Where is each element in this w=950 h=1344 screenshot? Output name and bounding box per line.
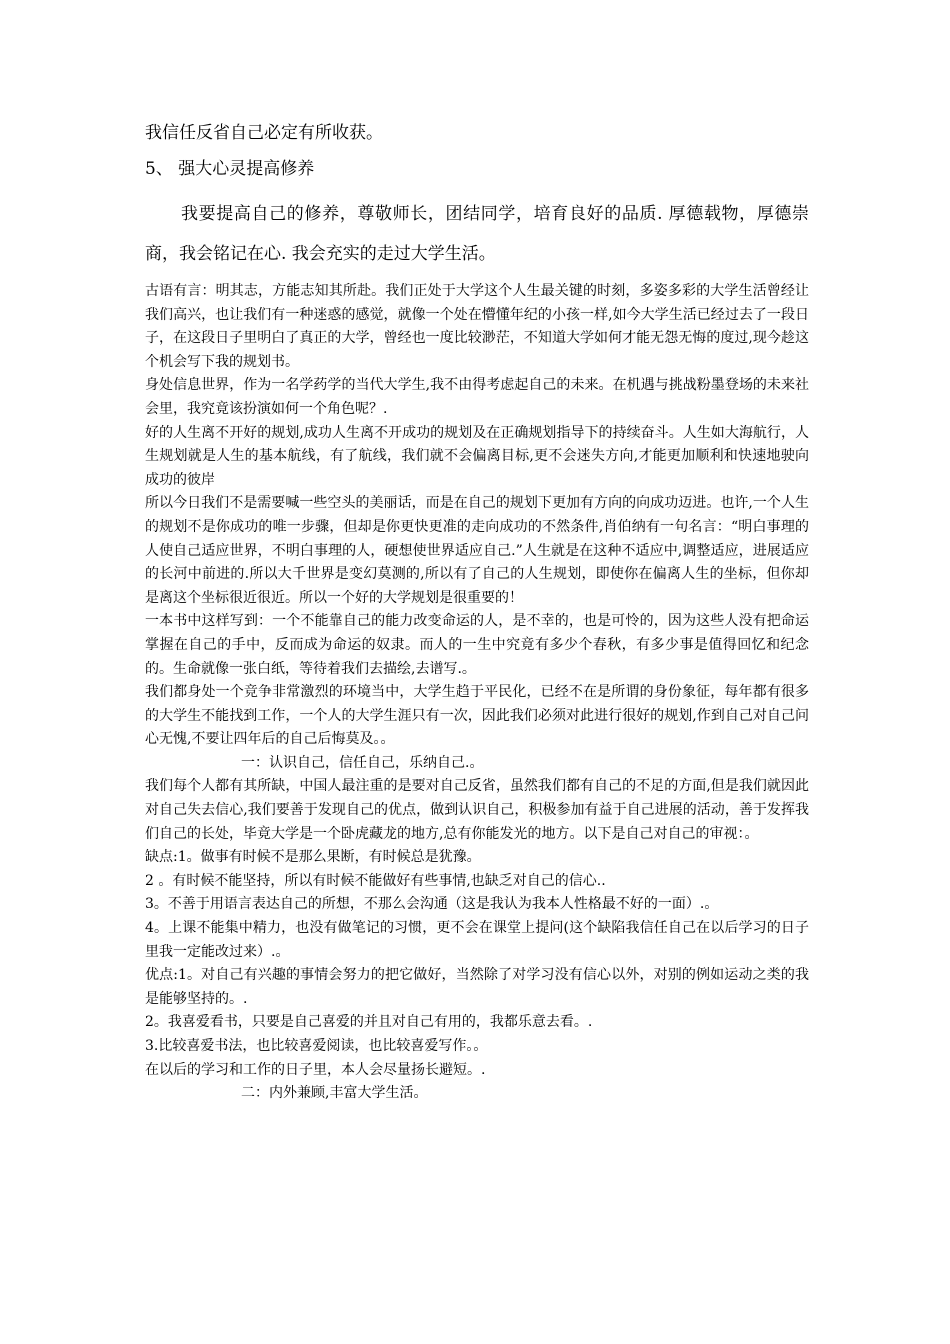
- paragraph: 一本书中这样写到：一个不能靠自己的能力改变命运的人，是不幸的，也是可怜的，因为这些人没有把命运掌握在自己的手中，反而成为命运的奴隶。而人的一生中究竟有多少个春秋，有多少事是值得回忆和纪念的。生命就像一张白纸，等待着我们去描绘,去谱写.。: [145, 613, 809, 677]
- list-item: 在以后的学习和工作的日子里，本人会尽量扬长避短。.: [145, 1061, 486, 1078]
- list-item: 3。不善于用语言表达自己的所想，不那么会沟通（这是我认为我本人性格最不好的一面）.。: [145, 896, 719, 913]
- section-1-title: 一：认识自己，信任自己，乐纳自己.。: [241, 754, 484, 771]
- document-page: [145, 122, 809, 1106]
- list-item: 2 。有时候不能坚持，所以有时候不能做好有些事情,也缺乏对自己的信心..: [145, 872, 606, 889]
- section-2-title: 二：内外兼顾,丰富大学生活。: [241, 1085, 428, 1102]
- list-item: 3.比较喜爱书法，也比较喜爱阅读，也比较喜爱写作。。: [145, 1038, 488, 1054]
- heading-5: 5、 强大心灵提高修养: [145, 159, 315, 179]
- paragraph: 我们都身处一个竞争非常激烈的环境当中，大学生趋于平民化，已经不在是所谓的身份象征，每年都有很多的大学生不能找到工作，一个人的大学生涯只有一次，因此我们必须对此进行很好的规划,作到自己对自己问心无愧,不要让四年后的自己后悔莫及。。: [145, 684, 809, 748]
- paragraph-5: 我要提高自己的修养，尊敬师长，团结同学，培育良好的品质. 厚德载物，厚德崇商，我会铭记在心. 我会充实的走过大学生活。: [145, 204, 809, 264]
- section-1-intro: 我们每个人都有其所缺，中国人最注重的是要对自己反省，虽然我们都有自己的不足的方面,但是我们就因此对自己失去信心,我们要善于发现自己的优点，做到认识自己，积极参加有益于自己进展的活动，善于发挥我们自己的长处，毕竟大学是一个卧虎藏龙的地方,总有你能发光的地方。以下是自己对自己的审视：。: [145, 778, 809, 842]
- paragraph: 身处信息世界，作为一名学药学的当代大学生,我不由得考虑起自己的未来。在机遇与挑战粉墨登场的未来社会里，我究竟该扮演如何一个角色呢？.: [145, 377, 809, 417]
- list-item: 4。上课不能集中精力，也没有做笔记的习惯，更不会在课堂上提问(这个缺陷我信任自己在以后学习的日子里我一定能改过来）.。: [145, 920, 809, 960]
- list-item: 2。我喜爱看书，只要是自己喜爱的并且对自己有用的，我都乐意去看。.: [145, 1014, 593, 1031]
- top-line: 我信任反省自己必定有所收获。: [145, 123, 383, 143]
- paragraph: 所以今日我们不是需要喊一些空头的美丽话，而是在自己的规划下更加有方向的向成功迈进。也许,一个人生的规划不是你成功的唯一步骤，但却是你更快更准的走向成功的不然条件,肖伯纳有一句名言：“明白事理的人使自己适应世界，不明白事理的人，硬想使世界适应自己.”人生就是在这种不适应中,调整适应，进展适应的长河中前进的.所以大千世界是变幻莫测的,所以有了自己的人生规划，即使你在偏离人生的坐标，但你却是离这个坐标很近很近。所以一个好的大学规划是很重要的！: [145, 495, 809, 606]
- paragraph: 古语有言：明其志，方能志知其所赴。我们正处于大学这个人生最关键的时刻，多姿多彩的大学生活曾经让我们高兴，也让我们有一种迷惑的感觉，就像一个处在懵懂年纪的小孩一样,如今大学生活已经过去了一段日子，在这段日子里明白了真正的大学，曾经也一度比较渺茫，不知道大学如何才能无怨无悔的度过,现今趁这个机会写下我的规划书。: [145, 283, 809, 370]
- paragraph: 好的人生离不开好的规划,成功人生离不开成功的规划及在正确规划指导下的持续奋斗。人生如大海航行，人生规划就是人生的基本航线，有了航线，我们就不会偏离目标,更不会迷失方向,才能更加顺利和快速地驶向成功的彼岸: [145, 424, 809, 488]
- list-item: 优点:1。对自己有兴趣的事情会努力的把它做好，当然除了对学习没有信心以外，对别的例如运动之类的我是能够坚持的。.: [145, 967, 809, 1007]
- list-item: 缺点:1。做事有时候不是那么果断，有时候总是犹豫。: [145, 849, 481, 866]
